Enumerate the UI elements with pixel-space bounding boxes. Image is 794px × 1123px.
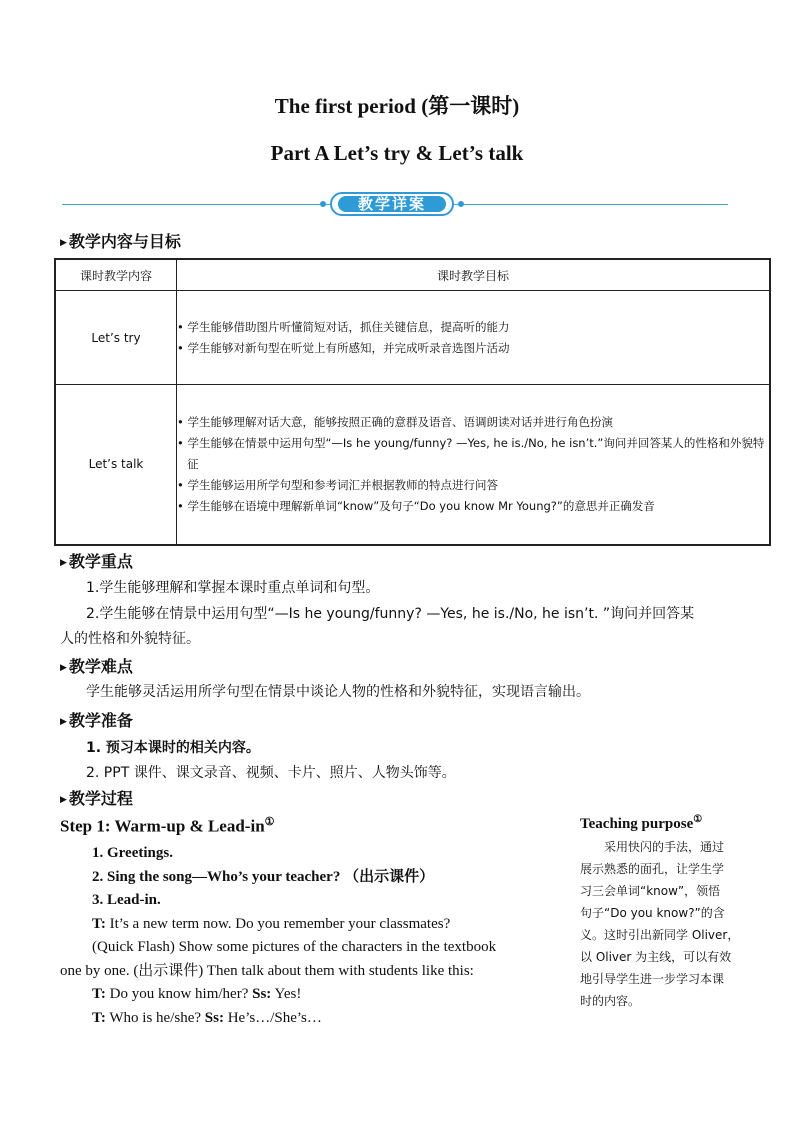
dialog-line: T: Do you know him/her? Ss: Yes! [92,986,302,1002]
preparation-item-2: 2. PPT 课件、课文录音、视频、卡片、照片、人物头饰等。 [86,765,456,781]
goal-item: • 学生能够在情景中运用句型“—Is he young/funny? —Yes, he is./No, he isn’t.”询问并回答某人的性格和外貌特征 [177,435,765,471]
sidebar-title: Teaching purpose① [580,814,703,832]
banner-label: 教学详案 [338,196,446,212]
banner-dot-left [320,201,326,207]
triangle-bullet-icon: ▶ [60,663,67,673]
triangle-bullet-icon: ▶ [60,558,67,568]
flash-line-1: (Quick Flash) Show some pictures of the characters in the textbook [92,939,497,955]
dialog-line: T: It’s a new term now. Do you remember your classmates? [92,915,451,932]
table-row [55,291,770,385]
footnote-mark: ① [693,814,703,825]
table-row [55,385,770,545]
table-cell-goals [177,385,771,545]
key-point-1: 1.学生能够理解和掌握本课时重点单词和句型。 [86,580,380,596]
triangle-bullet-icon: ▶ [60,795,67,805]
section-heading-objectives: ▶ 教学内容与目标 [60,232,181,251]
banner-dot-right [458,201,464,207]
objectives-table [54,258,771,546]
leadin-line: 3. Lead-in. [92,892,161,908]
key-point-2: 2.学生能够在情景中运用句型“—Is he young/funny? —Yes, he is./No, he isn’t. ”询问并回答某 [86,606,695,622]
greetings-line: 1. Greetings. [92,845,173,861]
goal-item: • 学生能够借助图片听懂简短对话，抓住关键信息，提高听的能力 [177,319,510,334]
triangle-bullet-icon: ▶ [60,238,67,248]
table-cell-content: Let’s talk [55,385,177,545]
key-point-2-cont: 人的性格和外貌特征。 [60,631,200,647]
goal-item: • 学生能够对新句型在听觉上有所感知，并完成听录音选图片活动 [177,340,510,355]
section-heading-preparation: ▶ 教学准备 [60,711,133,730]
footnote-mark: ① [264,816,275,828]
triangle-bullet-icon: ▶ [60,717,67,727]
section-heading-key-points: ▶ 教学重点 [60,552,133,571]
step1-title: Step 1: Warm-up & Lead-in① [60,816,275,836]
flash-line-2: one by one. (出示课件) Then talk about them with students like this: [60,962,474,979]
step1-body [60,842,530,1030]
sidebar-note: 采用快闪的手法，通过 展示熟悉的面孔，让学生学 习三会单词“know”，领悟 句子“Do you know?”的含 义。这时引出新同学 Oliver， 以 Oliver 为主线，可以有效 地引导学生进一步学习本课 时的内容。 [580,840,740,1008]
page-subtitle: Part A Let’s try & Let’s talk [270,141,524,165]
sing-line: 2. Sing the song—Who’s your teacher? （出示课件） [92,868,435,885]
table-header-content: 课时教学内容 [55,259,177,291]
banner-line-left [62,204,330,205]
section-heading-process: ▶ 教学过程 [60,789,133,808]
banner-badge [330,192,454,216]
goal-item: • 学生能够运用所学句型和参考词汇并根据教师的特点进行问答 [177,477,498,492]
goal-item: • 学生能够在语境中理解新单词“know”及句子“Do you know Mr Young?”的意思并正确发音 [177,498,655,513]
section-heading-difficulty: ▶ 教学难点 [60,657,133,676]
table-header-goals: 课时教学目标 [177,259,771,291]
table-cell-content: Let’s try [55,291,177,385]
dialog-line: T: Who is he/she? Ss: He’s…/She’s… [92,1009,322,1026]
table-header-row [55,259,770,291]
page-title: The first period (第一课时) [274,94,520,118]
table-cell-goals [177,291,771,385]
banner-line-right [454,204,728,205]
goal-item: • 学生能够理解对话大意，能够按照正确的意群及语音、语调朗读对话并进行角色扮演 [177,414,613,429]
preparation-item-1: 1. 预习本课时的相关内容。 [86,740,260,756]
difficulty-text: 学生能够灵活运用所学句型在情景中谈论人物的性格和外貌特征，实现语言输出。 [86,684,590,700]
